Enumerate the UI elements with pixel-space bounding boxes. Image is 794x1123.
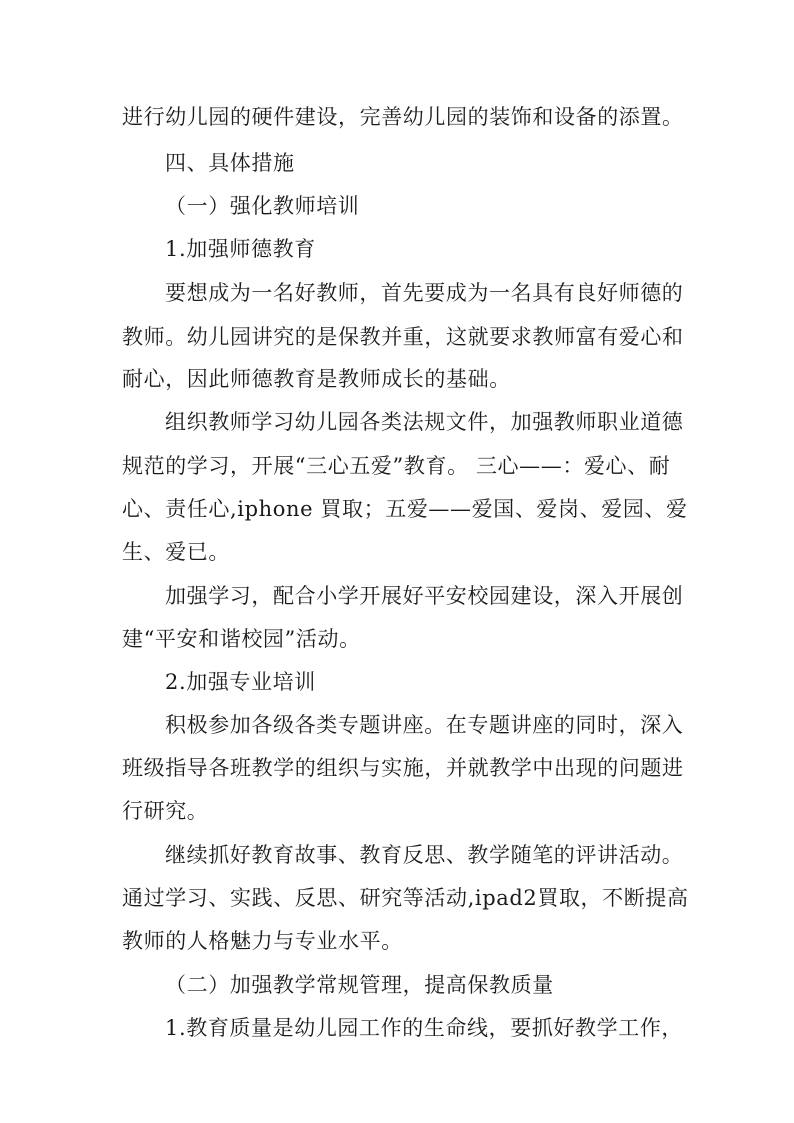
- item-heading: 2.加强专业培训: [165, 670, 316, 694]
- paragraph-line: 积极参加各级各类专题讲座。在专题讲座的同时，深入: [165, 713, 684, 737]
- paragraph-line: 班级指导各班教学的组织与实施，并就教学中出现的问题进: [122, 756, 684, 780]
- paragraph-line: 行研究。: [122, 799, 209, 823]
- paragraph-line: 教师的人格魅力与专业水平。: [122, 929, 403, 953]
- paragraph-line: 要想成为一名好教师，首先要成为一名具有良好师德的: [165, 281, 684, 305]
- paragraph-line: 进行幼儿园的硬件建设，完善幼儿园的装饰和设备的添置。: [122, 105, 684, 129]
- subsection-heading: （一）强化教师培训: [165, 194, 360, 218]
- section-heading: 四、具体措施: [165, 151, 295, 175]
- paragraph-line: 心、责任心,iphone 買取；五爱——爱国、爱岗、爱园、爱: [122, 497, 688, 521]
- paragraph-line: 继续抓好教育故事、教育反思、教学随笔的评讲活动。: [165, 843, 684, 867]
- paragraph-line: 建“平安和谐校园”活动。: [122, 627, 361, 651]
- paragraph-line: 教师。幼儿园讲究的是保教并重，这就要求教师富有爱心和: [122, 325, 684, 349]
- paragraph-line: 通过学习、实践、反思、研究等活动,ipad2買取，不断提高: [122, 886, 689, 910]
- paragraph-line: 规范的学习，开展“三心五爱”教育。 三心——：爱心、耐: [122, 454, 671, 478]
- paragraph-line: 生、爱已。: [122, 540, 230, 564]
- paragraph-line: 加强学习，配合小学开展好平安校园建设，深入开展创: [165, 584, 684, 608]
- subsection-heading: （二）加强教学常规管理，提高保教质量: [165, 973, 554, 997]
- paragraph-line: 耐心，因此师德教育是教师成长的基础。: [122, 367, 511, 391]
- paragraph-line: 组织教师学习幼儿园各类法规文件，加强教师职业道德: [165, 410, 684, 434]
- item-heading: 1.加强师德教育: [165, 237, 316, 261]
- paragraph-line: 1.教育质量是幼儿园工作的生命线，要抓好教学工作，: [165, 1016, 684, 1040]
